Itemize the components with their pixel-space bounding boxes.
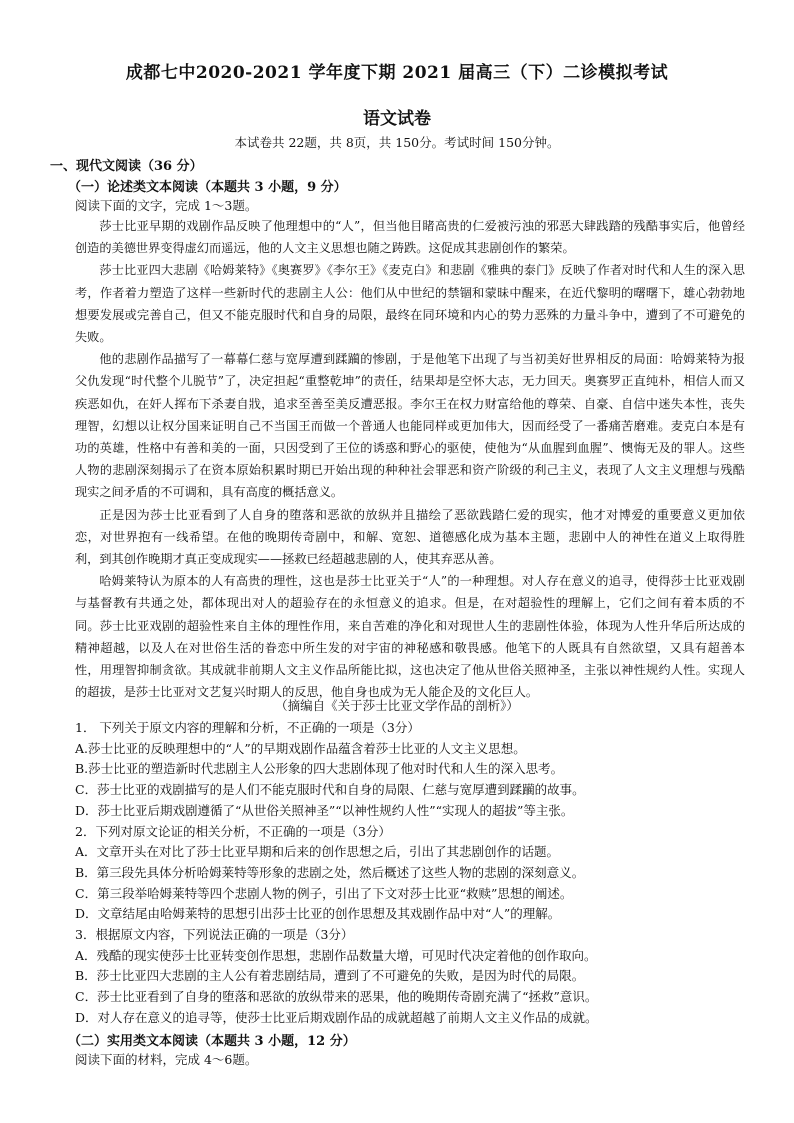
part1-heading: （一）论述类文本阅读（本题共 3 小题，9 分） xyxy=(68,180,347,195)
question-option: A.莎士比亚的反映理想中的“人”的早期戏剧作品蕴含着莎士比亚的人文主义思想。 xyxy=(75,740,526,756)
question-block xyxy=(75,718,755,1029)
question-option: D．对人存在意义的追寻等，使莎士比亚后期戏剧作品的成就超越了前期人文主义作品的成就。 xyxy=(75,1009,598,1025)
question-option: A．残酷的现实使莎士比亚转变创作思想，悲剧作品数量大增，可见时代决定着他的创作取向。 xyxy=(75,947,597,963)
section-heading: 一、现代文阅读（36 分） xyxy=(50,159,203,174)
exam-title: 成都七中2020-2021 学年度下期 2021 届高三（下）二诊模拟考试 xyxy=(125,63,669,83)
question-option: B．莎士比亚四大悲剧的主人公有着悲剧结局，遭到了不可避免的失败，是因为时代的局限。 xyxy=(75,968,585,984)
exam-info: 本试卷共 22题，共 8页，共 150分。考试时间 150分钟。 xyxy=(234,135,560,150)
question-option: A．文章开头在对比了莎士比亚早期和后来的创作思想之后，引出了其悲剧创作的话题。 xyxy=(75,844,560,860)
passage xyxy=(75,215,745,703)
part2-instruction: 阅读下面的材料，完成 4～6题。 xyxy=(75,1052,258,1067)
part1-instruction: 阅读下面的文字，完成 1～3题。 xyxy=(75,198,258,213)
passage-paragraph: 哈姆莱特认为原本的人有高贵的理性，这也是莎士比亚关于“人”的一种理想。对人存在意义的追寻，使得莎士比亚戏剧与基督教有共通之处，都体现出对人的超验存在的永恒意义的追求。但是，在对超验性的理解上，它们之间有着本质的不同。莎士比亚戏剧的超验性来自主体的理性作用，来自苦难的净化和对现世人生的悲剧性体验，体现为人性升华后所达成的精神超越，以及人在对世俗生活的眷恋中所生发的对宇宙的神秘感和敬畏感。他笔下的人既具有自然欲望，又具有超善本性，用理智抑制贪欲。其成就非前期人文主义作品所能比拟，这也决定了他从世俗关照神圣，主张以神性规约人性。实现人的超拔，是莎士比亚对文艺复兴时期人的反思，他自身也成为无人能企及的文化巨人。 xyxy=(75,574,745,700)
part2-heading: （二）实用类文本阅读（本题共 3 小题，12 分） xyxy=(68,1034,356,1049)
passage-paragraph: 莎士比亚早期的戏剧作品反映了他理想中的“人”，但当他目睹高贵的仁爱被污浊的邪恶大肆践踏的残酷事实后，他曾经创造的美德世界变得虚幻而遥远，他的人文主义思想也随之踌跌。这促成其悲剧创作的繁荣。 xyxy=(75,219,745,256)
question-option: D．文章结尾由哈姆莱特的思想引出莎士比亚的创作思想及其戏剧作品中对“人”的理解。 xyxy=(75,906,561,922)
question-option: C．莎士比亚的戏剧描写的是人们不能克服时代和自身的局限、仁慈与宽厚遭到蹂躏的故事。 xyxy=(75,782,585,798)
passage-citation: （摘编自《关于莎士比亚文学作品的剖析》） xyxy=(275,698,519,713)
passage-paragraph: 正是因为莎士比亚看到了人自身的堕落和恶欲的放纵并且描绘了恶欲践踏仁爱的现实，他才对博爱的重要意义更加依恋，对世界抱有一线希望。在他的晚期传奇剧中，和解、宽恕、道德感化成为基本主题，悲剧中人的神性在道义上取得胜利，到其创作晚期才真正变成现实——拯救已经超越悲剧的人，使其弃恶从善。 xyxy=(75,507,745,567)
question-option: C．莎士比亚看到了自身的堕落和恶欲的放纵带来的恶果，他的晚期传奇剧充满了“拯救”意识。 xyxy=(75,989,598,1005)
passage-paragraph: 他的悲剧作品描写了一幕幕仁慈与宽厚遭到蹂躏的惨剧，于是他笔下出现了与当初美好世界相反的局面：哈姆莱特为报父仇发现“时代整个儿脱节”了，决定担起“重整乾坤”的责任，结果却是空怀大志，无力回天。奥赛罗正直纯朴，相信人而又疾恶如仇，在奸人挥布下杀妻自戕，追求至善至美反遭恶报。李尔王在权力财富给他的尊荣、自豪、自信中迷失本性，丧失理智，幻想以让权分国来证明自己不当国王而做一个普通人也能同样或更加伟大，因而经受了一番痛苦磨难。麦克白本是有功的英雄，性格中有善和美的一面，只因受到了王位的诱惑和野心的驱使，使他为“从血腥到血腥”、懊悔无及的罪人。这些人物的悲剧深刻揭示了在资本原始积累时期已开始出现的种种社会罪恶和资产阶级的利己主义，表现了人文主义理想与残酷现实之间矛盾的不可调和，具有高度的概括意义。 xyxy=(75,352,745,500)
passage-paragraph: 莎士比亚四大悲剧《哈姆莱特》《奥赛罗》《李尔王》《麦克白》和悲剧《雅典的泰门》反映了作者对时代和人生的深入思考，作者着力塑造了这样一些新时代的悲剧主人公：他们从中世纪的禁锢和蒙昧中醒来，在近代黎明的曙曙下，雄心勃勃地想要发展或完善自己，但又不能克服时代和自身的局限，最终在同环境和内心的势力恶殊的力量斗争中，遭到了不可避免的失败。 xyxy=(75,263,745,345)
question-stem: 2．下列对原文论证的相关分析，不正确的一项是（3分） xyxy=(75,823,391,839)
question-option: D．莎士比亚后期戏剧遵循了“从世俗关照神圣”“以神性规约人性”“实现人的超拔”等主张。 xyxy=(75,802,574,818)
question-option: B.莎士比亚的塑造新时代悲剧主人公形象的四大悲剧体现了他对时代和人生的深入思考。 xyxy=(75,761,564,777)
question-option: C．第三段举哈姆莱特等四个悲剧人物的例子，引出了下文对莎士比亚“救赎”思想的阐述。 xyxy=(75,885,573,901)
exam-subtitle: 语文试卷 xyxy=(363,109,431,129)
question-option: B．第三段先具体分析哈姆莱特等形象的悲剧之处，然后概述了这些人物的悲剧的深刻意义。 xyxy=(75,864,585,880)
question-stem: 1． 下列关于原文内容的理解和分析，不正确的一项是（3分） xyxy=(75,720,420,735)
question-stem: 3．根据原文内容，下列说法正确的一项是（3分） xyxy=(75,927,354,943)
